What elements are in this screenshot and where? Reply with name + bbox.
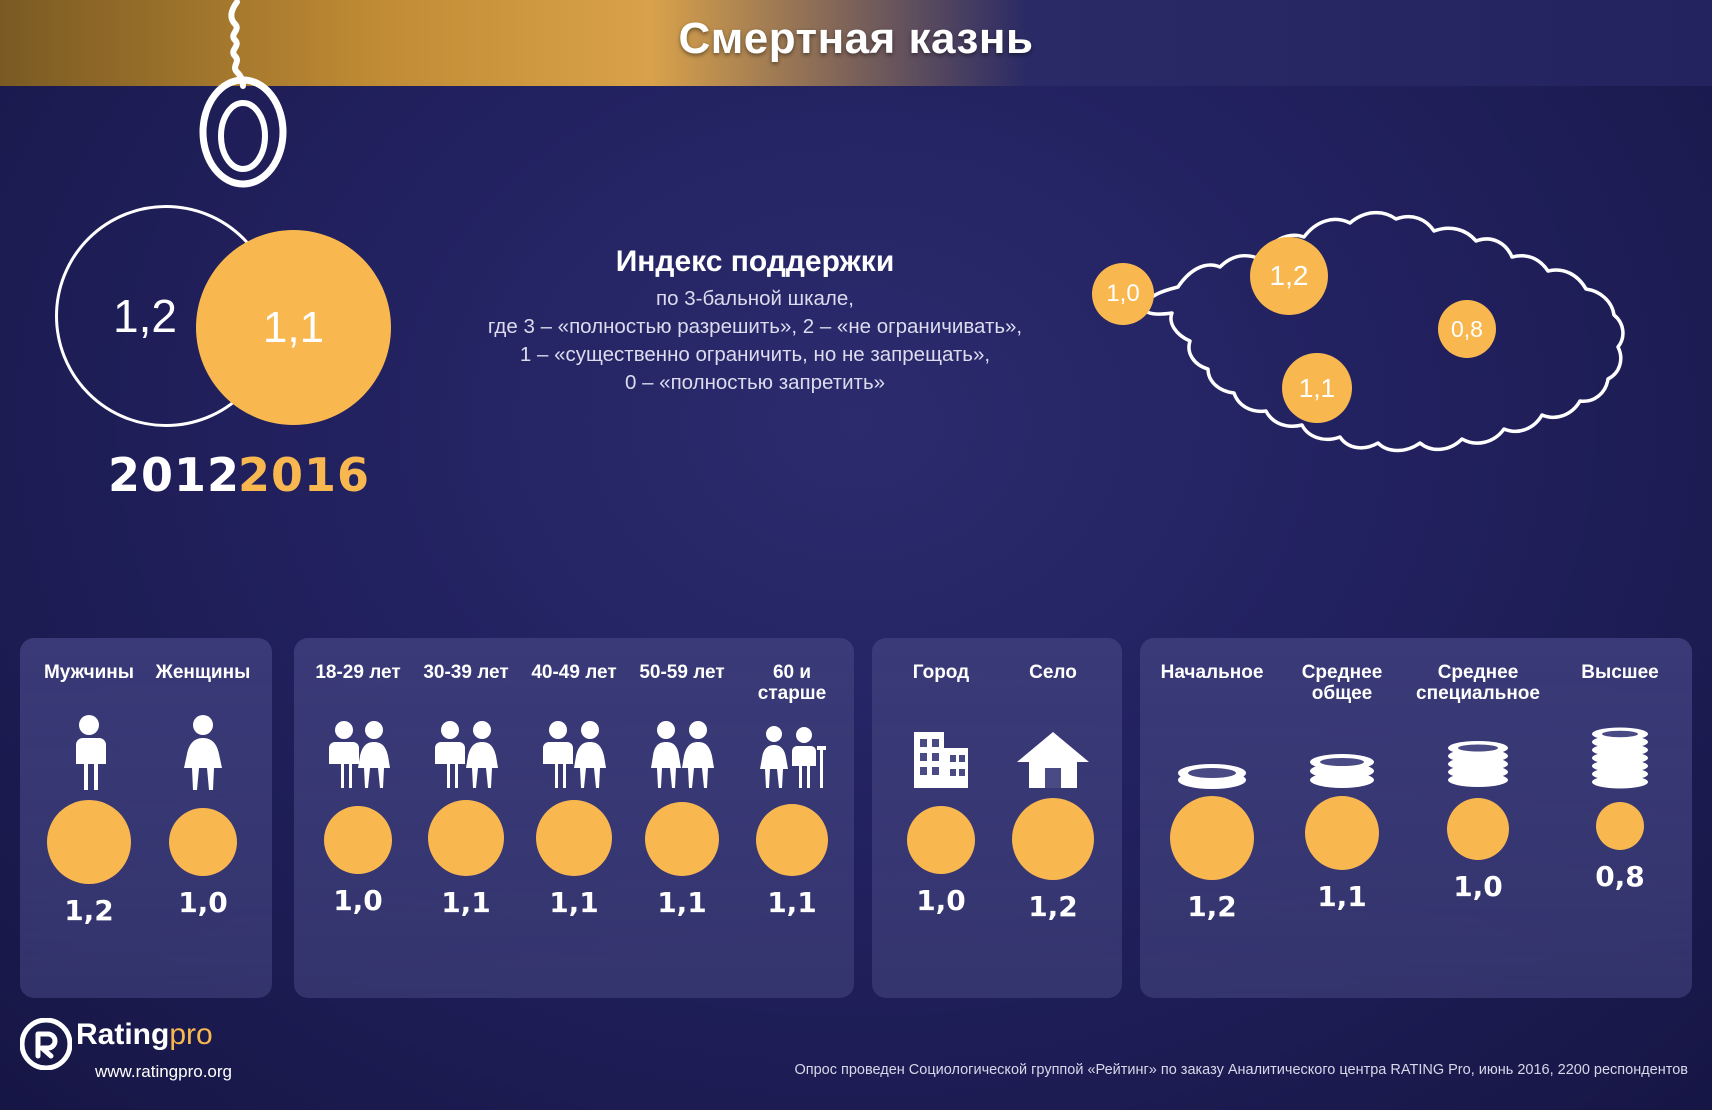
- age-label-60-plus: 60 и старше: [757, 662, 827, 704]
- map-bubble-west: [1092, 263, 1154, 325]
- map-bubble-west-value: 1,0: [1106, 280, 1140, 307]
- education-label-secondary-general: Среднее общее: [1301, 662, 1383, 704]
- age-label-40-49: 40-49 лет: [531, 662, 617, 683]
- age-value-40-49: 1,1: [549, 886, 599, 919]
- education-item-secondary-special: [1410, 662, 1546, 903]
- age-bubble-50-59: [645, 802, 719, 876]
- coins-5-icon: [1584, 710, 1656, 790]
- woman-icon: [177, 710, 229, 790]
- education-label-higher: Высшее: [1581, 662, 1659, 683]
- gender-bubble-men: [47, 800, 131, 884]
- age-bubble-40-49: [536, 800, 612, 876]
- education-value-secondary-general: 1,1: [1317, 880, 1367, 913]
- index-value-2016: 1,1: [262, 302, 325, 352]
- map-bubble-east: [1438, 300, 1496, 358]
- coins-1-icon: [1174, 710, 1250, 790]
- map-bubble-north: [1250, 237, 1328, 315]
- education-bubble-primary: [1170, 796, 1254, 880]
- adult-couple-icon: [430, 710, 502, 790]
- education-bubble-secondary-general: [1305, 796, 1379, 870]
- ukraine-map-outline: [1120, 195, 1640, 515]
- age-value-30-39: 1,1: [441, 886, 491, 919]
- settlement-item-village: [998, 662, 1108, 923]
- age-value-18-29: 1,0: [333, 884, 383, 917]
- index-value-2012: 1,2: [113, 290, 177, 342]
- map-bubble-north-value: 1,2: [1269, 260, 1309, 291]
- age-label-50-59: 50-59 лет: [639, 662, 725, 683]
- age-item-60-plus: [738, 662, 846, 919]
- gender-value-women: 1,0: [178, 886, 228, 919]
- panel-gender: [20, 638, 272, 998]
- education-item-secondary-general: [1280, 662, 1404, 913]
- index-line-3: 1 – «существенно ограничить, но не запрещать»,: [519, 343, 991, 366]
- gender-bubble-women: [169, 808, 237, 876]
- young-couple-icon: [322, 710, 394, 790]
- age-bubble-60-plus: [756, 804, 828, 876]
- panel-settlement: [872, 638, 1122, 998]
- map-bubble-east-value: 0,8: [1451, 315, 1483, 342]
- age-item-50-59: [630, 662, 734, 919]
- index-line-4: 0 – «полностью запретить»: [624, 371, 886, 394]
- gender-label-men: Мужчины: [43, 662, 135, 683]
- gender-item-men: [34, 662, 144, 927]
- index-line-1: по 3-бальной шкале,: [656, 287, 854, 310]
- map-bubble-south: [1282, 353, 1352, 423]
- website-link[interactable]: www.ratingpro.org: [95, 1062, 233, 1081]
- age-bubble-30-39: [428, 800, 504, 876]
- man-icon: [63, 710, 115, 790]
- education-label-primary: Начальное: [1160, 662, 1264, 683]
- logo-main: Rating: [76, 1018, 170, 1051]
- age-item-30-39: [414, 662, 518, 919]
- age-label-18-29: 18-29 лет: [315, 662, 401, 683]
- house-icon: [1015, 710, 1091, 790]
- older-couple-icon: [646, 710, 718, 790]
- noose-icon: [185, 0, 295, 195]
- education-item-higher: [1560, 662, 1680, 893]
- education-bubble-higher: [1596, 802, 1644, 850]
- year-label-2012: 2012: [108, 448, 241, 502]
- age-label-30-39: 30-39 лет: [423, 662, 509, 683]
- settlement-label-city: Город: [912, 662, 970, 683]
- index-circle-2016: [196, 230, 391, 425]
- settlement-bubble-city: [907, 806, 975, 874]
- education-label-secondary-special: Среднее специальное: [1416, 662, 1540, 704]
- settlement-item-city: [886, 662, 996, 917]
- settlement-label-village: Село: [1029, 662, 1077, 683]
- rating-logo-icon: [20, 1018, 72, 1075]
- age-value-50-59: 1,1: [657, 886, 707, 919]
- source-credit: Опрос проведен Социологической группой «Рейтинг» по заказу Аналитического центра RATING Pro, июнь 2016, 2200 респондентов: [794, 1062, 1688, 1078]
- logo-sub: pro: [169, 1018, 213, 1051]
- ukraine-map: [1106, 195, 1640, 520]
- gender-label-women: Женщины: [155, 662, 251, 683]
- index-title: Индекс поддержки: [615, 245, 895, 278]
- settlement-value-village: 1,2: [1028, 890, 1078, 923]
- map-bubble-south-value: 1,1: [1298, 372, 1336, 403]
- panel-education: [1140, 638, 1692, 998]
- education-bubble-secondary-special: [1447, 798, 1509, 860]
- settlement-bubble-village: [1012, 798, 1094, 880]
- coins-2-icon: [1304, 710, 1380, 790]
- panel-age: [294, 638, 854, 998]
- middle-couple-icon: [538, 710, 610, 790]
- education-value-higher: 0,8: [1595, 860, 1645, 893]
- age-bubble-18-29: [324, 806, 392, 874]
- education-value-primary: 1,2: [1187, 890, 1237, 923]
- page-title: Смертная казнь: [678, 14, 1034, 63]
- rating-logo-text: [76, 1018, 213, 1052]
- age-value-60-plus: 1,1: [767, 886, 817, 919]
- index-line-2: где 3 – «полностью разрешить», 2 – «не ограничивать»,: [487, 315, 1023, 338]
- education-value-secondary-special: 1,0: [1453, 870, 1503, 903]
- settlement-value-city: 1,0: [916, 884, 966, 917]
- gender-item-women: [148, 662, 258, 919]
- elderly-couple-icon: [754, 710, 830, 790]
- year-label-2016: 2016: [238, 448, 371, 502]
- age-item-18-29: [306, 662, 410, 917]
- coins-3-icon: [1440, 710, 1516, 790]
- city-icon: [910, 710, 972, 790]
- index-description: [430, 245, 1080, 397]
- gender-value-men: 1,2: [64, 894, 114, 927]
- education-item-primary: [1150, 662, 1274, 923]
- age-item-40-49: [522, 662, 626, 919]
